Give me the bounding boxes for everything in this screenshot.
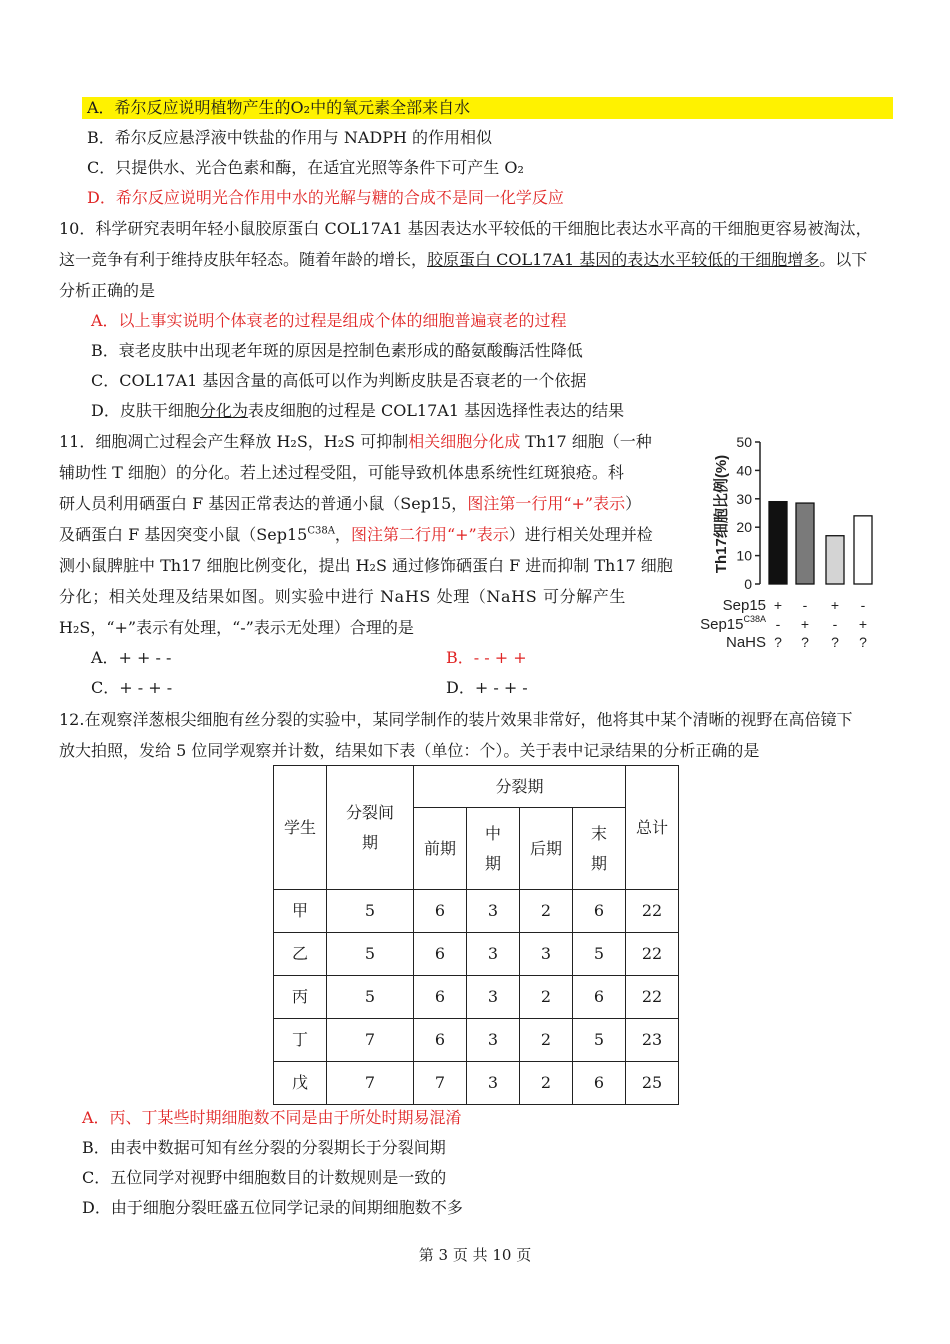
row-label — [726, 634, 766, 651]
table-cell: 6 — [573, 976, 626, 1019]
header-telophase-line2: 期 — [590, 853, 607, 873]
header-metaphase — [467, 808, 520, 890]
header-total: 总计 — [626, 766, 679, 890]
chart-bars — [769, 502, 872, 584]
q11-line1-part1: 11．细胞凋亡过程会产生释放 H₂S，H₂S 可抑制 — [59, 432, 409, 451]
header-interphase-line2: 期 — [361, 832, 378, 852]
table-row — [274, 933, 679, 976]
table-cell: 23 — [626, 1019, 679, 1062]
table-cell: 6 — [414, 1019, 467, 1062]
q12-option-c: C．五位同学对视野中细胞数目的计数规则是一致的 — [82, 1168, 447, 1187]
row-label — [700, 614, 766, 633]
table-cell: 3 — [467, 976, 520, 1019]
q10-stem-line3: 分析正确的是 — [59, 281, 156, 300]
q11-stem-line7: H₂S，“+”表示有处理，“-”表示无处理）合理的是 — [59, 618, 414, 637]
q11-stem-line1 — [59, 431, 652, 453]
q11-line1-red: 相关细胞分化成 — [408, 432, 521, 451]
y-tick-label: 10 — [736, 547, 752, 564]
table-cell: 甲 — [274, 890, 327, 933]
q11-stem-line3 — [59, 493, 641, 515]
q11-line3-red: 图注第一行用“+”表示 — [467, 494, 626, 513]
q12-option-b: B．由表中数据可知有丝分裂的分裂期长于分裂间期 — [82, 1138, 446, 1157]
table-cell: 5 — [327, 976, 414, 1019]
cell-count-table — [273, 765, 679, 1105]
table-cell: 2 — [520, 890, 573, 933]
q10-stem-line2-part3: 。以下 — [819, 250, 868, 269]
y-tick-label: 0 — [744, 576, 752, 592]
table-cell: 6 — [414, 933, 467, 976]
q11-line4-sup: C38A — [307, 525, 335, 537]
q11-line3-part3: ） — [625, 494, 642, 513]
table-cell: 6 — [573, 890, 626, 933]
q11-line4-red: 图注第二行用“+”表示 — [350, 525, 509, 544]
q11-stem-line2: 辅助性 T 细胞）的分化。若上述过程受阻，可能导致机体患系统性红斑狼疮。科 — [59, 463, 624, 482]
row-sign: + — [800, 616, 810, 632]
q10-stem-line2 — [59, 249, 867, 271]
table-cell: 3 — [467, 933, 520, 976]
q10-option-d-underlined: 分化为 — [199, 401, 248, 420]
header-metaphase-line1: 中 — [484, 823, 501, 843]
header-telophase — [573, 808, 626, 890]
q10-underlined-phrase: 胶原蛋白 COL17A1 基因的表达水平较低的干细胞增多 — [427, 250, 820, 269]
table-cell: 3 — [467, 890, 520, 933]
header-anaphase: 后期 — [520, 808, 573, 890]
header-division-phase: 分裂期 — [414, 766, 626, 808]
table-cell: 22 — [626, 933, 679, 976]
table-cell: 2 — [520, 976, 573, 1019]
page-number-footer: 第 3 页 共 10 页 — [418, 1246, 532, 1264]
bar — [826, 536, 844, 584]
q10-option-a: A．以上事实说明个体衰老的过程是组成个体的细胞普遍衰老的过程 — [91, 311, 567, 330]
q11-option-b: B．- - + + — [446, 648, 527, 667]
q12-option-d: D．由于细胞分裂旺盛五位同学记录的间期细胞数不多 — [82, 1198, 463, 1217]
header-metaphase-line2: 期 — [484, 853, 501, 873]
q11-line4-part2: ， — [334, 525, 351, 544]
y-tick-label: 40 — [736, 462, 752, 479]
q11-option-d: D．+ - + - — [446, 678, 528, 697]
bar — [796, 503, 814, 584]
y-tick-label: 30 — [736, 490, 752, 507]
q9-option-d: D．希尔反应说明光合作用中水的光解与糖的合成不是同一化学反应 — [87, 188, 564, 207]
q11-stem-line4 — [59, 524, 653, 546]
row-sign: ? — [831, 634, 839, 650]
bar — [769, 502, 787, 584]
table-cell: 2 — [520, 1019, 573, 1062]
table-cell: 乙 — [274, 933, 327, 976]
table-row — [274, 1062, 679, 1105]
table-cell: 6 — [414, 976, 467, 1019]
row-label-sup: C38A — [743, 614, 766, 624]
table-cell: 6 — [414, 890, 467, 933]
table-cell: 5 — [573, 1019, 626, 1062]
table-cell: 5 — [573, 933, 626, 976]
table-cell: 丙 — [274, 976, 327, 1019]
q10-option-c: C．COL17A1 基因含量的高低可以作为判断皮肤是否衰老的一个依据 — [91, 371, 587, 390]
q11-line3-part1: 研人员利用硒蛋白 F 基因正常表达的普通小鼠（Sep15， — [59, 494, 468, 513]
q12-stem-line2: 放大拍照，发给 5 位同学观察并计数，结果如下表（单位：个）。关于表中记录结果的分析正确的是 — [59, 741, 760, 760]
row-label-text: NaHS — [725, 634, 766, 651]
row-sign: ? — [801, 634, 809, 650]
row-sign: ? — [859, 634, 867, 650]
row-sign: + — [773, 597, 783, 613]
bar — [854, 516, 872, 584]
q9-option-c: C．只提供水、光合色素和酶，在适宜光照等条件下可产生 O₂ — [87, 158, 524, 177]
y-tick-label: 20 — [736, 519, 752, 536]
table-cell: 3 — [467, 1062, 520, 1105]
header-interphase — [327, 766, 414, 890]
header-telophase-line1: 末 — [590, 823, 607, 843]
row-sign: - — [802, 597, 808, 613]
q10-stem-line2-part1: 这一竞争有利于维持皮肤年轻态。随着年龄的增长， — [59, 250, 428, 269]
row-sign: ? — [774, 634, 782, 650]
table-cell: 丁 — [274, 1019, 327, 1062]
table-cell: 3 — [467, 1019, 520, 1062]
row-sign: - — [860, 597, 866, 613]
chart-y-axis-label: Th17细胞比例(%) — [713, 454, 730, 574]
row-sign: + — [830, 597, 840, 613]
table-cell: 7 — [327, 1019, 414, 1062]
table-cell: 戊 — [274, 1062, 327, 1105]
row-sign: - — [775, 616, 781, 632]
q11-stem-line6: 分化；相关处理及结果如图。则实验中进行 NaHS 处理（NaHS 可分解产生 — [59, 587, 626, 606]
q10-option-d-part1: D．皮肤干细胞 — [91, 401, 200, 420]
chart-row-labels — [700, 597, 867, 651]
table-cell: 7 — [327, 1062, 414, 1105]
table-cell: 6 — [573, 1062, 626, 1105]
y-tick-label: 50 — [736, 434, 752, 450]
header-interphase-line1: 分裂间 — [345, 802, 394, 822]
table-cell: 22 — [626, 890, 679, 933]
q11-line4-part4: ）进行相关处理并检 — [508, 525, 653, 544]
table-cell: 25 — [626, 1062, 679, 1105]
q10-option-d-part3: 表皮细胞的过程是 COL17A1 基因选择性表达的结果 — [247, 401, 625, 420]
table-row — [274, 1019, 679, 1062]
row-label — [723, 597, 766, 614]
row-sign: + — [858, 616, 868, 632]
q10-option-b: B．衰老皮肤中出现老年斑的原因是控制色素形成的酪氨酸酶活性降低 — [91, 341, 583, 360]
q11-line1-part3: Th17 细胞（一种 — [520, 432, 652, 451]
q11-option-a: A．+ + - - — [91, 648, 172, 667]
table-cell: 3 — [520, 933, 573, 976]
table-body — [274, 890, 679, 1105]
header-student: 学生 — [274, 766, 327, 890]
table-cell: 5 — [327, 933, 414, 976]
table-cell: 22 — [626, 976, 679, 1019]
q11-stem-line5: 测小鼠脾脏中 Th17 细胞比例变化，提出 H₂S 通过修饰硒蛋白 F 进而抑制 Th17 细胞 — [59, 556, 673, 575]
row-sign: - — [832, 616, 838, 632]
table-cell: 2 — [520, 1062, 573, 1105]
q10-option-d — [91, 400, 624, 422]
q12-stem-line1: 12.在观察洋葱根尖细胞有丝分裂的实验中，某同学制作的装片效果非常好，他将其中某个清晰的视野在高倍镜下 — [59, 710, 853, 729]
table-row — [274, 890, 679, 933]
row-label-text: Sep15 — [722, 597, 766, 614]
q11-option-c: C．+ - + - — [91, 678, 173, 697]
table-row — [274, 976, 679, 1019]
th17-bar-chart — [698, 430, 898, 660]
header-prophase: 前期 — [414, 808, 467, 890]
row-label-text: Sep15 — [700, 616, 744, 633]
q9-option-b: B．希尔反应悬浮液中铁盐的作用与 NADPH 的作用相似 — [87, 128, 493, 147]
chart-y-axis — [736, 434, 760, 592]
q12-option-a: A．丙、丁某些时期细胞数不同是由于所处时期易混淆 — [82, 1108, 462, 1127]
q11-line4-part1: 及硒蛋白 F 基因突变小鼠（Sep15 — [59, 525, 308, 544]
q10-stem-line1: 10．科学研究表明年轻小鼠胶原蛋白 COL17A1 基因表达水平较低的干细胞比表达水平高的干细胞更容易被淘汰， — [59, 219, 872, 238]
table-cell: 7 — [414, 1062, 467, 1105]
table-cell: 5 — [327, 890, 414, 933]
q9-option-a: A．希尔反应说明植物产生的O₂中的氧元素全部来自水 — [82, 97, 893, 119]
